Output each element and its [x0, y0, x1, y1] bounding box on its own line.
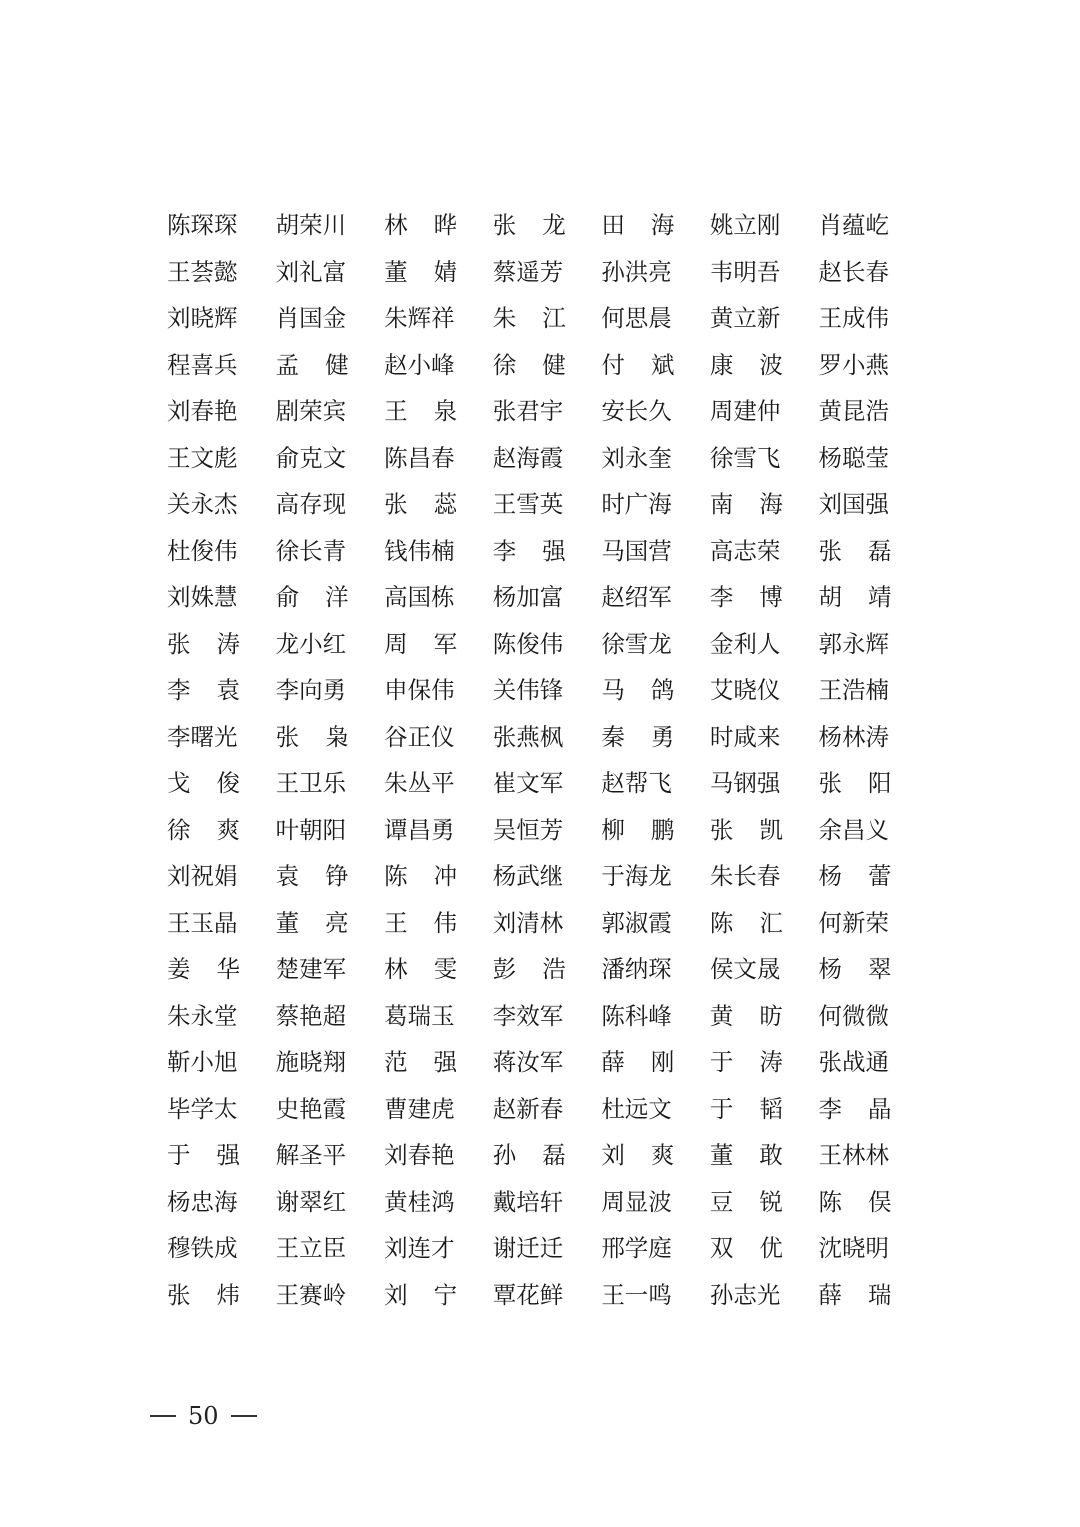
name-row [167, 944, 927, 991]
name-entry: 靳小旭 [167, 1048, 238, 1077]
name-row [167, 1130, 927, 1177]
name-entry: 刘礼富 [275, 257, 347, 286]
name-row [167, 386, 927, 433]
name-entry: 李向勇 [275, 676, 347, 705]
name-entry: 朱辉祥 [384, 304, 455, 333]
name-entry: 黄立新 [709, 304, 781, 333]
name-entry: 范 强 [384, 1048, 458, 1077]
name-entry: 杨加富 [492, 583, 564, 612]
name-entry: 徐雪龙 [601, 629, 672, 658]
name-entry: 刘晓辉 [167, 304, 238, 333]
name-entry: 刘 宁 [384, 1280, 458, 1309]
name-entry: 史艳霞 [275, 1094, 347, 1123]
name-entry: 侯文晟 [709, 955, 781, 984]
name-entry: 李曙光 [167, 722, 238, 751]
name-entry: 胡 靖 [818, 583, 892, 612]
page-number: 50 [188, 1402, 219, 1430]
name-entry: 楚建军 [275, 955, 347, 984]
name-entry: 张战通 [818, 1048, 889, 1077]
name-entry: 姚立刚 [709, 211, 781, 240]
name-entry: 刘祝娟 [167, 862, 238, 891]
name-entry: 刘永奎 [601, 443, 672, 472]
dash-right [231, 1415, 257, 1417]
name-entry: 崔文军 [492, 769, 564, 798]
name-entry: 时咸来 [709, 722, 781, 751]
name-entry: 张君宇 [492, 397, 564, 426]
name-entry: 谷正仪 [384, 722, 455, 751]
name-entry: 毕学太 [167, 1094, 238, 1123]
name-entry: 王卫乐 [275, 769, 347, 798]
name-entry: 赵小峰 [384, 350, 455, 379]
name-entry: 刘春艳 [167, 397, 238, 426]
name-row [167, 1223, 927, 1270]
name-entry: 南 海 [709, 490, 783, 519]
name-entry: 付 斌 [601, 350, 675, 379]
name-entry: 林 晔 [384, 211, 458, 240]
name-entry: 陈科峰 [601, 1001, 672, 1030]
name-entry: 董 亮 [275, 908, 349, 937]
name-row [167, 805, 927, 852]
name-entry: 穆铁成 [167, 1234, 238, 1263]
name-entry: 于海龙 [601, 862, 672, 891]
name-entry: 王浩楠 [818, 676, 889, 705]
name-entry: 于 强 [167, 1141, 240, 1170]
name-entry: 谭昌勇 [384, 815, 455, 844]
name-entry: 肖蕴屹 [818, 211, 889, 240]
name-row [167, 247, 927, 294]
name-entry: 于 韬 [709, 1094, 783, 1123]
name-entry: 高存现 [275, 490, 347, 519]
name-entry: 剧荣宾 [275, 397, 347, 426]
name-row [167, 712, 927, 759]
name-entry: 俞 洋 [275, 583, 349, 612]
name-entry: 时广海 [601, 490, 672, 519]
name-entry: 李 强 [492, 536, 566, 565]
name-entry: 郭永辉 [818, 629, 889, 658]
name-entry: 杨武继 [492, 862, 564, 891]
name-entry: 陈昌春 [384, 443, 455, 472]
name-entry: 王一鸣 [601, 1280, 672, 1309]
name-entry: 胡荣川 [275, 211, 347, 240]
name-entry: 蒋汝军 [492, 1048, 564, 1077]
name-entry: 孙 磊 [492, 1141, 566, 1170]
name-entry: 王 泉 [384, 397, 458, 426]
name-row [167, 991, 927, 1038]
name-entry: 施晓翔 [275, 1048, 347, 1077]
name-entry: 赵新春 [492, 1094, 564, 1123]
name-entry: 王荟懿 [167, 257, 238, 286]
name-entry: 杨 蕾 [818, 862, 892, 891]
name-entry: 郭淑霞 [601, 908, 672, 937]
name-entry: 林 雯 [384, 955, 458, 984]
name-entry: 双 优 [709, 1234, 783, 1263]
name-entry: 李 晶 [818, 1094, 892, 1123]
name-row [167, 1037, 927, 1084]
name-entry: 张 涛 [167, 629, 240, 658]
name-entry: 杜俊伟 [167, 536, 238, 565]
name-entry: 陈琛琛 [167, 211, 238, 240]
name-row [167, 898, 927, 945]
name-entry: 吴恒芳 [492, 815, 564, 844]
name-entry: 孙洪亮 [601, 257, 672, 286]
name-entry: 罗小燕 [818, 350, 889, 379]
name-entry: 秦 勇 [601, 722, 675, 751]
name-entry: 戴培轩 [492, 1187, 564, 1216]
name-entry: 朱永堂 [167, 1001, 238, 1030]
name-entry: 赵帮飞 [601, 769, 672, 798]
name-entry: 张 龙 [492, 211, 566, 240]
name-entry: 葛瑞玉 [384, 1001, 455, 1030]
name-entry: 王雪英 [492, 490, 564, 519]
name-row [167, 1270, 927, 1317]
name-entry: 董 敢 [709, 1141, 783, 1170]
dash-left [150, 1415, 176, 1417]
name-entry: 黄桂鸿 [384, 1187, 455, 1216]
name-entry: 袁 铮 [275, 862, 349, 891]
name-entry: 刘国强 [818, 490, 889, 519]
name-entry: 陈 汇 [709, 908, 783, 937]
name-entry: 黄 昉 [709, 1001, 783, 1030]
name-entry: 马国营 [601, 536, 672, 565]
name-entry: 杨聪莹 [818, 443, 889, 472]
name-entry: 俞克文 [275, 443, 347, 472]
name-entry: 姜 华 [167, 955, 240, 984]
name-entry: 徐 爽 [167, 815, 240, 844]
name-entry: 何新荣 [818, 908, 889, 937]
name-entry: 张燕枫 [492, 722, 564, 751]
name-entry: 王赛岭 [275, 1280, 347, 1309]
name-entry: 李 袁 [167, 676, 240, 705]
name-entry: 王玉晶 [167, 908, 238, 937]
name-entry: 孙志光 [709, 1280, 781, 1309]
name-entry: 徐雪飞 [709, 443, 781, 472]
name-entry: 赵绍军 [601, 583, 672, 612]
name-entry: 朱 江 [492, 304, 566, 333]
name-entry: 徐 健 [492, 350, 566, 379]
name-entry: 赵海霞 [492, 443, 564, 472]
name-entry: 申保伟 [384, 676, 455, 705]
name-entry: 邢学庭 [601, 1234, 672, 1263]
name-entry: 曹建虎 [384, 1094, 455, 1123]
name-entry: 薛 刚 [601, 1048, 675, 1077]
name-entry: 沈晓明 [818, 1234, 889, 1263]
name-entry: 柳 鹏 [601, 815, 675, 844]
name-entry: 王林林 [818, 1141, 889, 1170]
name-entry: 关永杰 [167, 490, 238, 519]
name-entry: 徐长青 [275, 536, 347, 565]
name-entry: 朱丛平 [384, 769, 455, 798]
name-list [167, 200, 927, 1316]
name-entry: 周显波 [601, 1187, 672, 1216]
name-entry: 谢迁迁 [492, 1234, 564, 1263]
name-entry: 张 炜 [167, 1280, 240, 1309]
name-entry: 解圣平 [275, 1141, 347, 1170]
name-row [167, 433, 927, 480]
name-entry: 叶朝阳 [275, 815, 347, 844]
name-entry: 张 枭 [275, 722, 349, 751]
name-entry: 刘 爽 [601, 1141, 675, 1170]
name-row [167, 479, 927, 526]
name-entry: 金利人 [709, 629, 781, 658]
name-entry: 康 波 [709, 350, 783, 379]
name-entry: 潘纳琛 [601, 955, 672, 984]
name-entry: 刘姝慧 [167, 583, 238, 612]
name-entry: 朱长春 [709, 862, 781, 891]
name-entry: 黄昆浩 [818, 397, 889, 426]
name-entry: 谢翠红 [275, 1187, 347, 1216]
name-entry: 张 蕊 [384, 490, 458, 519]
name-entry: 于 涛 [709, 1048, 783, 1077]
name-entry: 刘清林 [492, 908, 564, 937]
name-entry: 钱伟楠 [384, 536, 455, 565]
name-entry: 何思晨 [601, 304, 672, 333]
name-row [167, 526, 927, 573]
name-entry: 王立臣 [275, 1234, 347, 1263]
name-entry: 王成伟 [818, 304, 889, 333]
name-entry: 戈 俊 [167, 769, 240, 798]
name-entry: 周 军 [384, 629, 458, 658]
name-row [167, 665, 927, 712]
name-entry: 董 婧 [384, 257, 458, 286]
name-entry: 何微微 [818, 1001, 889, 1030]
name-entry: 孟 健 [275, 350, 349, 379]
name-entry: 陈 冲 [384, 862, 458, 891]
name-entry: 张 磊 [818, 536, 892, 565]
page-footer [150, 1402, 257, 1430]
name-entry: 肖国金 [275, 304, 347, 333]
name-entry: 豆 锐 [709, 1187, 783, 1216]
name-entry: 刘春艳 [384, 1141, 455, 1170]
name-entry: 覃花鲜 [492, 1280, 564, 1309]
name-entry: 余昌义 [818, 815, 889, 844]
name-entry: 蔡遥芳 [492, 257, 564, 286]
name-entry: 田 海 [601, 211, 675, 240]
name-row [167, 1084, 927, 1131]
name-row [167, 572, 927, 619]
name-entry: 周建仲 [709, 397, 781, 426]
name-entry: 高志荣 [709, 536, 781, 565]
name-entry: 李 博 [709, 583, 783, 612]
name-entry: 韦明吾 [709, 257, 781, 286]
name-row [167, 200, 927, 247]
name-row [167, 851, 927, 898]
name-entry: 杨林涛 [818, 722, 889, 751]
name-row [167, 619, 927, 666]
name-entry: 薛 瑞 [818, 1280, 892, 1309]
name-row [167, 340, 927, 387]
name-entry: 关伟锋 [492, 676, 564, 705]
name-entry: 彭 浩 [492, 955, 566, 984]
name-entry: 杨忠海 [167, 1187, 238, 1216]
name-entry: 马钢强 [709, 769, 781, 798]
name-entry: 杨 翠 [818, 955, 892, 984]
name-entry: 蔡艳超 [275, 1001, 347, 1030]
name-entry: 王文彪 [167, 443, 238, 472]
name-entry: 陈 俣 [818, 1187, 892, 1216]
name-entry: 李效军 [492, 1001, 564, 1030]
name-entry: 赵长春 [818, 257, 889, 286]
name-entry: 程喜兵 [167, 350, 238, 379]
name-row [167, 293, 927, 340]
name-entry: 安长久 [601, 397, 672, 426]
name-entry: 陈俊伟 [492, 629, 564, 658]
name-entry: 杜远文 [601, 1094, 672, 1123]
name-entry: 张 阳 [818, 769, 892, 798]
name-entry: 刘连才 [384, 1234, 455, 1263]
name-entry: 马 鸽 [601, 676, 675, 705]
name-row [167, 758, 927, 805]
name-entry: 高国栋 [384, 583, 455, 612]
name-entry: 艾晓仪 [709, 676, 781, 705]
name-entry: 龙小红 [275, 629, 347, 658]
name-row [167, 1177, 927, 1224]
name-entry: 王 伟 [384, 908, 458, 937]
name-entry: 张 凯 [709, 815, 783, 844]
